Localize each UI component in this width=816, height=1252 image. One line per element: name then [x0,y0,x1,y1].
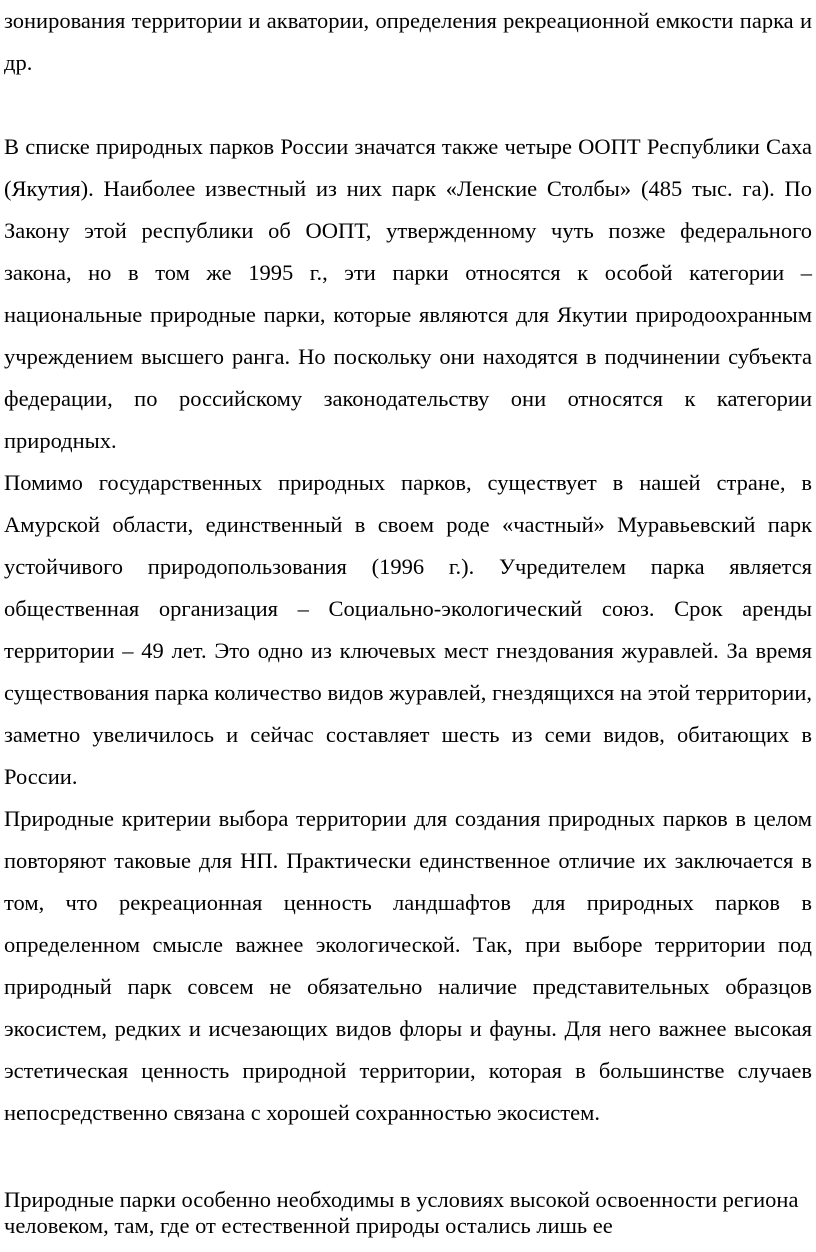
paragraph-muravievsky-park: Помимо государственных природных парков, существует в нашей стране, в Амурской области, единственный в своем роде «частный» Муравьевский парк устойчивого природопользования (1996 г.). Учредителем парка является общественная организация – Социально-экологический союз. Срок аренды территории – 49 лет. Это одно из ключевых мест гнездования журавлей. За время существования парка количество видов журавлей, гнездящихся на этой территории, заметно увеличилось и сейчас составляет шесть из семи видов, обитающих в России. [4,470,812,789]
paragraph-zoning-continuation: зонирования территории и акватории, определения рекреационной емкости парка и др. [4,8,812,75]
paragraph-yakutia-parks: В списке природных парков России значатся также четыре ООПТ Республики Саха (Якутия). Наиболее известный из них парк «Ленские Столбы» (485 тыс. га). По Закону этой республики об ООПТ, утвержденному чуть позже федерального закона, но в том же 1995 г., эти парки относятся к особой категории – национальные природные парки, которые являются для Якутии природоохранным учреждением высшего ранга. Но поскольку они находятся в подчинении субъекта федерации, по российскому законодательству они относятся к категории природных. [4,134,812,453]
paragraph-developed-regions: Природные парки особенно необходимы в условиях высокой освоенности региона человеком, там, где от естественной природы остались лишь ее [4,1187,799,1238]
paragraph-selection-criteria: Природные критерии выбора территории для создания природных парков в целом повторяют таковые для НП. Практически единственное отличие их заключается в том, что рекреационная ценность ландшафтов для природных парков в определенном смысле важнее экологической. Так, при выборе территории под природный парк совсем не обязательно наличие представительных образцов экосистем, редких и исчезающих видов флоры и фауны. Для него важнее высокая эстетическая ценность природной территории, которая в большинстве случаев непосредственно связана с хорошей сохранностью экосистем. [4,806,812,1125]
